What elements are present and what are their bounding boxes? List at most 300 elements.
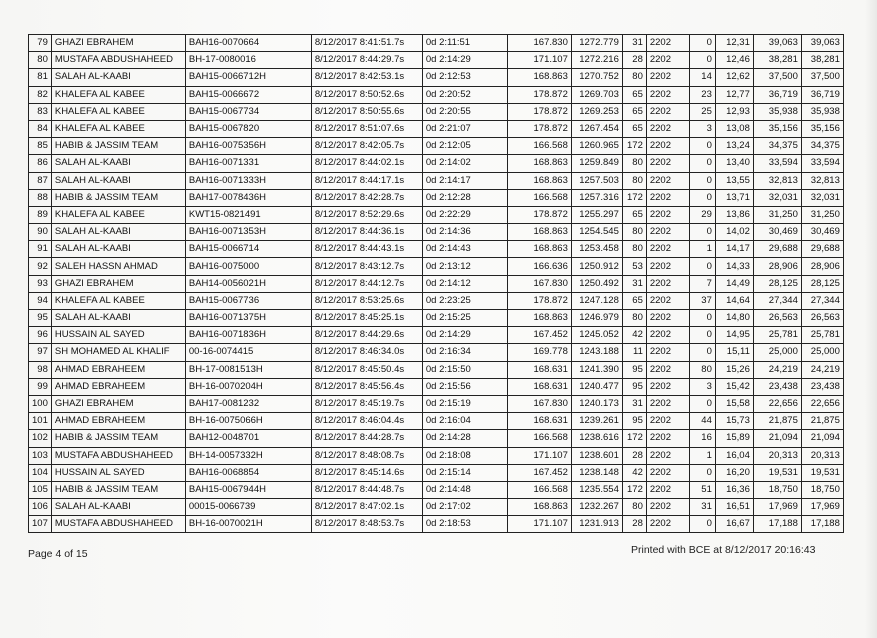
cell-arrival-time: 8/12/2017 8:44:17.1s	[311, 172, 422, 189]
cell-ring-number: BAH15-0066672	[185, 86, 311, 103]
cell-fancier-name: SALAH AL-KAABI	[51, 155, 185, 172]
cell-race-code: 2202	[646, 69, 689, 86]
cell-flight-duration: 0d 2:12:53	[422, 69, 507, 86]
table-row	[29, 430, 844, 447]
cell-race-code: 2202	[646, 172, 689, 189]
table-row	[29, 224, 844, 241]
cell-total: 38,281	[801, 52, 843, 69]
cell-arrival-time: 8/12/2017 8:46:34.0s	[311, 344, 422, 361]
cell-position: 93	[29, 275, 52, 292]
table-row	[29, 172, 844, 189]
cell-arrival-time: 8/12/2017 8:42:28.7s	[311, 189, 422, 206]
cell-race-code: 2202	[646, 189, 689, 206]
cell-count: 3	[689, 378, 715, 395]
cell-arrival-time: 8/12/2017 8:45:50.4s	[311, 361, 422, 378]
cell-position: 94	[29, 292, 52, 309]
cell-position: 85	[29, 138, 52, 155]
cell-distance: 167.452	[507, 464, 571, 481]
cell-race-code: 2202	[646, 310, 689, 327]
table-row	[29, 413, 844, 430]
table-row	[29, 241, 844, 258]
table-row	[29, 310, 844, 327]
cell-race-code: 2202	[646, 464, 689, 481]
cell-position: 92	[29, 258, 52, 275]
cell-race-code: 2202	[646, 413, 689, 430]
cell-speed: 1253.458	[571, 241, 622, 258]
cell-fancier-name: SALAH AL-KAABI	[51, 241, 185, 258]
table-row	[29, 395, 844, 412]
cell-position: 91	[29, 241, 52, 258]
cell-race-code: 2202	[646, 138, 689, 155]
cell-count: 3	[689, 120, 715, 137]
cell-race-code: 2202	[646, 395, 689, 412]
cell-speed: 1243.188	[571, 344, 622, 361]
results-table	[28, 34, 844, 533]
cell-total: 31,250	[801, 206, 843, 223]
cell-count: 14	[689, 69, 715, 86]
cell-fancier-name: AHMAD EBRAHEEM	[51, 413, 185, 430]
cell-speed: 1238.616	[571, 430, 622, 447]
cell-ring-number: BAH16-0068854	[185, 464, 311, 481]
cell-distance: 166.568	[507, 138, 571, 155]
cell-arrival-time: 8/12/2017 8:45:14.6s	[311, 464, 422, 481]
cell-coefficient: 13,08	[715, 120, 753, 137]
cell-speed: 1267.454	[571, 120, 622, 137]
cell-points: 28,125	[753, 275, 801, 292]
cell-race-code: 2202	[646, 35, 689, 52]
cell-count: 29	[689, 206, 715, 223]
cell-arrival-time: 8/12/2017 8:51:07.6s	[311, 120, 422, 137]
cell-race-code: 2202	[646, 481, 689, 498]
cell-coefficient: 16,67	[715, 516, 753, 533]
cell-position: 89	[29, 206, 52, 223]
cell-fancier-name: HUSSAIN AL SAYED	[51, 327, 185, 344]
cell-ring-number: BAH12-0048701	[185, 430, 311, 447]
cell-fancier-name: KHALEFA AL KABEE	[51, 120, 185, 137]
cell-arrival-time: 8/12/2017 8:44:12.7s	[311, 275, 422, 292]
cell-flight-duration: 0d 2:14:29	[422, 327, 507, 344]
cell-loft-count: 80	[622, 69, 646, 86]
cell-distance: 167.830	[507, 275, 571, 292]
cell-loft-count: 11	[622, 344, 646, 361]
cell-total: 28,125	[801, 275, 843, 292]
cell-total: 17,188	[801, 516, 843, 533]
cell-ring-number: BAH17-0081232	[185, 395, 311, 412]
cell-total: 35,938	[801, 103, 843, 120]
cell-flight-duration: 0d 2:15:25	[422, 310, 507, 327]
cell-count: 37	[689, 292, 715, 309]
cell-points: 39,063	[753, 35, 801, 52]
cell-distance: 178.872	[507, 206, 571, 223]
cell-loft-count: 80	[622, 310, 646, 327]
table-row	[29, 120, 844, 137]
cell-count: 0	[689, 344, 715, 361]
cell-distance: 178.872	[507, 103, 571, 120]
cell-speed: 1245.052	[571, 327, 622, 344]
cell-total: 24,219	[801, 361, 843, 378]
cell-flight-duration: 0d 2:15:56	[422, 378, 507, 395]
cell-arrival-time: 8/12/2017 8:44:02.1s	[311, 155, 422, 172]
cell-speed: 1257.503	[571, 172, 622, 189]
cell-distance: 168.863	[507, 172, 571, 189]
cell-fancier-name: KHALEFA AL KABEE	[51, 206, 185, 223]
cell-total: 32,813	[801, 172, 843, 189]
cell-distance: 168.863	[507, 69, 571, 86]
cell-flight-duration: 0d 2:20:52	[422, 86, 507, 103]
cell-points: 32,813	[753, 172, 801, 189]
cell-loft-count: 28	[622, 516, 646, 533]
cell-race-code: 2202	[646, 86, 689, 103]
cell-ring-number: BAH15-0067736	[185, 292, 311, 309]
cell-ring-number: BAH16-0071375H	[185, 310, 311, 327]
page-number: Page 4 of 15	[28, 548, 88, 560]
cell-ring-number: BAH15-0067944H	[185, 481, 311, 498]
cell-count: 16	[689, 430, 715, 447]
cell-loft-count: 95	[622, 378, 646, 395]
cell-race-code: 2202	[646, 206, 689, 223]
cell-distance: 171.107	[507, 447, 571, 464]
cell-points: 34,375	[753, 138, 801, 155]
cell-speed: 1239.261	[571, 413, 622, 430]
cell-flight-duration: 0d 2:15:19	[422, 395, 507, 412]
cell-coefficient: 14,49	[715, 275, 753, 292]
cell-fancier-name: GHAZI EBRAHEM	[51, 395, 185, 412]
cell-distance: 178.872	[507, 120, 571, 137]
cell-arrival-time: 8/12/2017 8:44:28.7s	[311, 430, 422, 447]
cell-arrival-time: 8/12/2017 8:44:43.1s	[311, 241, 422, 258]
cell-total: 34,375	[801, 138, 843, 155]
table-row	[29, 447, 844, 464]
cell-ring-number: BAH17-0078436H	[185, 189, 311, 206]
cell-race-code: 2202	[646, 499, 689, 516]
cell-count: 1	[689, 447, 715, 464]
cell-loft-count: 80	[622, 241, 646, 258]
cell-flight-duration: 0d 2:14:43	[422, 241, 507, 258]
table-row	[29, 155, 844, 172]
cell-speed: 1231.913	[571, 516, 622, 533]
cell-loft-count: 65	[622, 86, 646, 103]
cell-ring-number: BAH16-0075356H	[185, 138, 311, 155]
cell-loft-count: 42	[622, 464, 646, 481]
cell-position: 97	[29, 344, 52, 361]
cell-arrival-time: 8/12/2017 8:46:04.4s	[311, 413, 422, 430]
cell-points: 32,031	[753, 189, 801, 206]
cell-distance: 167.830	[507, 395, 571, 412]
cell-distance: 166.568	[507, 189, 571, 206]
cell-distance: 178.872	[507, 86, 571, 103]
cell-count: 0	[689, 258, 715, 275]
cell-total: 21,875	[801, 413, 843, 430]
cell-position: 100	[29, 395, 52, 412]
cell-position: 88	[29, 189, 52, 206]
cell-speed: 1250.912	[571, 258, 622, 275]
cell-total: 39,063	[801, 35, 843, 52]
cell-coefficient: 15,73	[715, 413, 753, 430]
cell-coefficient: 12,62	[715, 69, 753, 86]
cell-points: 24,219	[753, 361, 801, 378]
table-row	[29, 258, 844, 275]
cell-ring-number: BH-17-0081513H	[185, 361, 311, 378]
cell-total: 26,563	[801, 310, 843, 327]
cell-points: 35,156	[753, 120, 801, 137]
cell-speed: 1235.554	[571, 481, 622, 498]
table-row	[29, 327, 844, 344]
cell-total: 33,594	[801, 155, 843, 172]
cell-race-code: 2202	[646, 430, 689, 447]
cell-race-code: 2202	[646, 292, 689, 309]
cell-race-code: 2202	[646, 52, 689, 69]
cell-ring-number: BAH16-0071836H	[185, 327, 311, 344]
cell-speed: 1247.128	[571, 292, 622, 309]
cell-ring-number: BAH15-0066714	[185, 241, 311, 258]
cell-race-code: 2202	[646, 378, 689, 395]
cell-arrival-time: 8/12/2017 8:41:51.7s	[311, 35, 422, 52]
cell-flight-duration: 0d 2:16:34	[422, 344, 507, 361]
cell-count: 0	[689, 35, 715, 52]
cell-coefficient: 14,95	[715, 327, 753, 344]
cell-ring-number: BAH16-0071331	[185, 155, 311, 172]
cell-position: 98	[29, 361, 52, 378]
cell-ring-number: BAH16-0071353H	[185, 224, 311, 241]
cell-count: 0	[689, 224, 715, 241]
table-row	[29, 69, 844, 86]
cell-coefficient: 13,71	[715, 189, 753, 206]
table-row	[29, 206, 844, 223]
cell-distance: 168.631	[507, 378, 571, 395]
cell-ring-number: BAH15-0066712H	[185, 69, 311, 86]
cell-loft-count: 80	[622, 224, 646, 241]
cell-coefficient: 16,51	[715, 499, 753, 516]
cell-count: 0	[689, 52, 715, 69]
cell-position: 99	[29, 378, 52, 395]
cell-position: 81	[29, 69, 52, 86]
cell-flight-duration: 0d 2:13:12	[422, 258, 507, 275]
cell-count: 0	[689, 189, 715, 206]
cell-speed: 1240.477	[571, 378, 622, 395]
cell-fancier-name: HABIB & JASSIM TEAM	[51, 430, 185, 447]
cell-position: 84	[29, 120, 52, 137]
cell-speed: 1238.601	[571, 447, 622, 464]
cell-flight-duration: 0d 2:14:17	[422, 172, 507, 189]
cell-flight-duration: 0d 2:22:29	[422, 206, 507, 223]
cell-points: 31,250	[753, 206, 801, 223]
cell-total: 25,000	[801, 344, 843, 361]
cell-flight-duration: 0d 2:12:05	[422, 138, 507, 155]
cell-arrival-time: 8/12/2017 8:42:53.1s	[311, 69, 422, 86]
table-row	[29, 481, 844, 498]
cell-count: 0	[689, 327, 715, 344]
cell-fancier-name: MUSTAFA ABDUSHAHEED	[51, 447, 185, 464]
cell-loft-count: 80	[622, 172, 646, 189]
cell-count: 0	[689, 155, 715, 172]
cell-arrival-time: 8/12/2017 8:42:05.7s	[311, 138, 422, 155]
cell-points: 25,781	[753, 327, 801, 344]
cell-loft-count: 53	[622, 258, 646, 275]
cell-count: 0	[689, 138, 715, 155]
cell-race-code: 2202	[646, 103, 689, 120]
cell-speed: 1255.297	[571, 206, 622, 223]
cell-speed: 1238.148	[571, 464, 622, 481]
cell-arrival-time: 8/12/2017 8:44:29.7s	[311, 52, 422, 69]
table-row	[29, 378, 844, 395]
cell-loft-count: 65	[622, 206, 646, 223]
cell-position: 96	[29, 327, 52, 344]
printed-note: Printed with BCE at 8/12/2017 20:16:43	[631, 544, 816, 556]
cell-distance: 171.107	[507, 516, 571, 533]
cell-distance: 168.863	[507, 499, 571, 516]
cell-loft-count: 172	[622, 430, 646, 447]
cell-coefficient: 14,33	[715, 258, 753, 275]
cell-flight-duration: 0d 2:18:08	[422, 447, 507, 464]
cell-arrival-time: 8/12/2017 8:48:53.7s	[311, 516, 422, 533]
cell-coefficient: 15,42	[715, 378, 753, 395]
cell-coefficient: 16,36	[715, 481, 753, 498]
cell-race-code: 2202	[646, 258, 689, 275]
cell-arrival-time: 8/12/2017 8:47:02.1s	[311, 499, 422, 516]
cell-loft-count: 28	[622, 447, 646, 464]
table-row	[29, 52, 844, 69]
cell-speed: 1257.316	[571, 189, 622, 206]
cell-flight-duration: 0d 2:14:48	[422, 481, 507, 498]
cell-position: 90	[29, 224, 52, 241]
cell-ring-number: BAH15-0067734	[185, 103, 311, 120]
cell-arrival-time: 8/12/2017 8:43:12.7s	[311, 258, 422, 275]
cell-total: 23,438	[801, 378, 843, 395]
cell-ring-number: BH-16-0075066H	[185, 413, 311, 430]
cell-total: 28,906	[801, 258, 843, 275]
cell-arrival-time: 8/12/2017 8:53:25.6s	[311, 292, 422, 309]
cell-points: 20,313	[753, 447, 801, 464]
cell-arrival-time: 8/12/2017 8:50:55.6s	[311, 103, 422, 120]
cell-distance: 168.863	[507, 155, 571, 172]
table-row	[29, 275, 844, 292]
cell-loft-count: 80	[622, 499, 646, 516]
cell-coefficient: 12,93	[715, 103, 753, 120]
cell-distance: 168.863	[507, 241, 571, 258]
cell-coefficient: 14,64	[715, 292, 753, 309]
table-row	[29, 499, 844, 516]
cell-speed: 1246.979	[571, 310, 622, 327]
cell-total: 25,781	[801, 327, 843, 344]
cell-speed: 1272.779	[571, 35, 622, 52]
cell-total: 30,469	[801, 224, 843, 241]
cell-count: 80	[689, 361, 715, 378]
cell-points: 29,688	[753, 241, 801, 258]
cell-distance: 168.631	[507, 413, 571, 430]
cell-flight-duration: 0d 2:14:29	[422, 52, 507, 69]
cell-loft-count: 31	[622, 275, 646, 292]
cell-fancier-name: SALAH AL-KAABI	[51, 310, 185, 327]
cell-coefficient: 13,40	[715, 155, 753, 172]
cell-speed: 1269.703	[571, 86, 622, 103]
cell-flight-duration: 0d 2:14:28	[422, 430, 507, 447]
cell-coefficient: 16,20	[715, 464, 753, 481]
cell-points: 35,938	[753, 103, 801, 120]
cell-points: 18,750	[753, 481, 801, 498]
cell-position: 104	[29, 464, 52, 481]
cell-flight-duration: 0d 2:12:28	[422, 189, 507, 206]
cell-position: 86	[29, 155, 52, 172]
cell-coefficient: 16,04	[715, 447, 753, 464]
cell-flight-duration: 0d 2:17:02	[422, 499, 507, 516]
cell-speed: 1254.545	[571, 224, 622, 241]
cell-count: 0	[689, 516, 715, 533]
cell-position: 103	[29, 447, 52, 464]
cell-total: 18,750	[801, 481, 843, 498]
cell-fancier-name: GHAZI EBRAHEM	[51, 35, 185, 52]
cell-position: 106	[29, 499, 52, 516]
cell-total: 20,313	[801, 447, 843, 464]
cell-flight-duration: 0d 2:15:50	[422, 361, 507, 378]
cell-loft-count: 65	[622, 103, 646, 120]
cell-fancier-name: KHALEFA AL KABEE	[51, 103, 185, 120]
cell-total: 37,500	[801, 69, 843, 86]
cell-fancier-name: HABIB & JASSIM TEAM	[51, 481, 185, 498]
cell-race-code: 2202	[646, 224, 689, 241]
cell-points: 27,344	[753, 292, 801, 309]
cell-race-code: 2202	[646, 447, 689, 464]
cell-coefficient: 13,24	[715, 138, 753, 155]
cell-total: 17,969	[801, 499, 843, 516]
cell-fancier-name: HUSSAIN AL SAYED	[51, 464, 185, 481]
cell-speed: 1259.849	[571, 155, 622, 172]
cell-arrival-time: 8/12/2017 8:52:29.6s	[311, 206, 422, 223]
table-row	[29, 189, 844, 206]
cell-fancier-name: SH MOHAMED AL KHALIF	[51, 344, 185, 361]
cell-count: 51	[689, 481, 715, 498]
cell-race-code: 2202	[646, 327, 689, 344]
cell-arrival-time: 8/12/2017 8:45:56.4s	[311, 378, 422, 395]
cell-fancier-name: SALAH AL-KAABI	[51, 499, 185, 516]
table-row	[29, 103, 844, 120]
table-row	[29, 361, 844, 378]
cell-position: 102	[29, 430, 52, 447]
cell-flight-duration: 0d 2:18:53	[422, 516, 507, 533]
cell-total: 32,031	[801, 189, 843, 206]
cell-count: 25	[689, 103, 715, 120]
cell-speed: 1272.216	[571, 52, 622, 69]
cell-ring-number: BAH16-0070664	[185, 35, 311, 52]
cell-flight-duration: 0d 2:16:04	[422, 413, 507, 430]
cell-coefficient: 14,02	[715, 224, 753, 241]
cell-count: 31	[689, 499, 715, 516]
cell-ring-number: BAH16-0071333H	[185, 172, 311, 189]
cell-fancier-name: KHALEFA AL KABEE	[51, 292, 185, 309]
cell-points: 21,875	[753, 413, 801, 430]
cell-points: 17,969	[753, 499, 801, 516]
cell-loft-count: 95	[622, 413, 646, 430]
cell-speed: 1250.492	[571, 275, 622, 292]
cell-coefficient: 15,89	[715, 430, 753, 447]
cell-fancier-name: MUSTAFA ABDUSHAHEED	[51, 516, 185, 533]
cell-race-code: 2202	[646, 120, 689, 137]
cell-distance: 168.631	[507, 361, 571, 378]
cell-distance: 169.778	[507, 344, 571, 361]
results-table-body	[29, 35, 844, 533]
cell-ring-number: BH-17-0080016	[185, 52, 311, 69]
cell-ring-number: KWT15-0821491	[185, 206, 311, 223]
cell-coefficient: 12,77	[715, 86, 753, 103]
cell-distance: 168.863	[507, 224, 571, 241]
cell-total: 22,656	[801, 395, 843, 412]
cell-coefficient: 14,80	[715, 310, 753, 327]
cell-speed: 1260.965	[571, 138, 622, 155]
cell-ring-number: BAH15-0067820	[185, 120, 311, 137]
cell-fancier-name: SALAH AL-KAABI	[51, 172, 185, 189]
cell-total: 19,531	[801, 464, 843, 481]
cell-distance: 171.107	[507, 52, 571, 69]
cell-fancier-name: AHMAD EBRAHEEM	[51, 361, 185, 378]
